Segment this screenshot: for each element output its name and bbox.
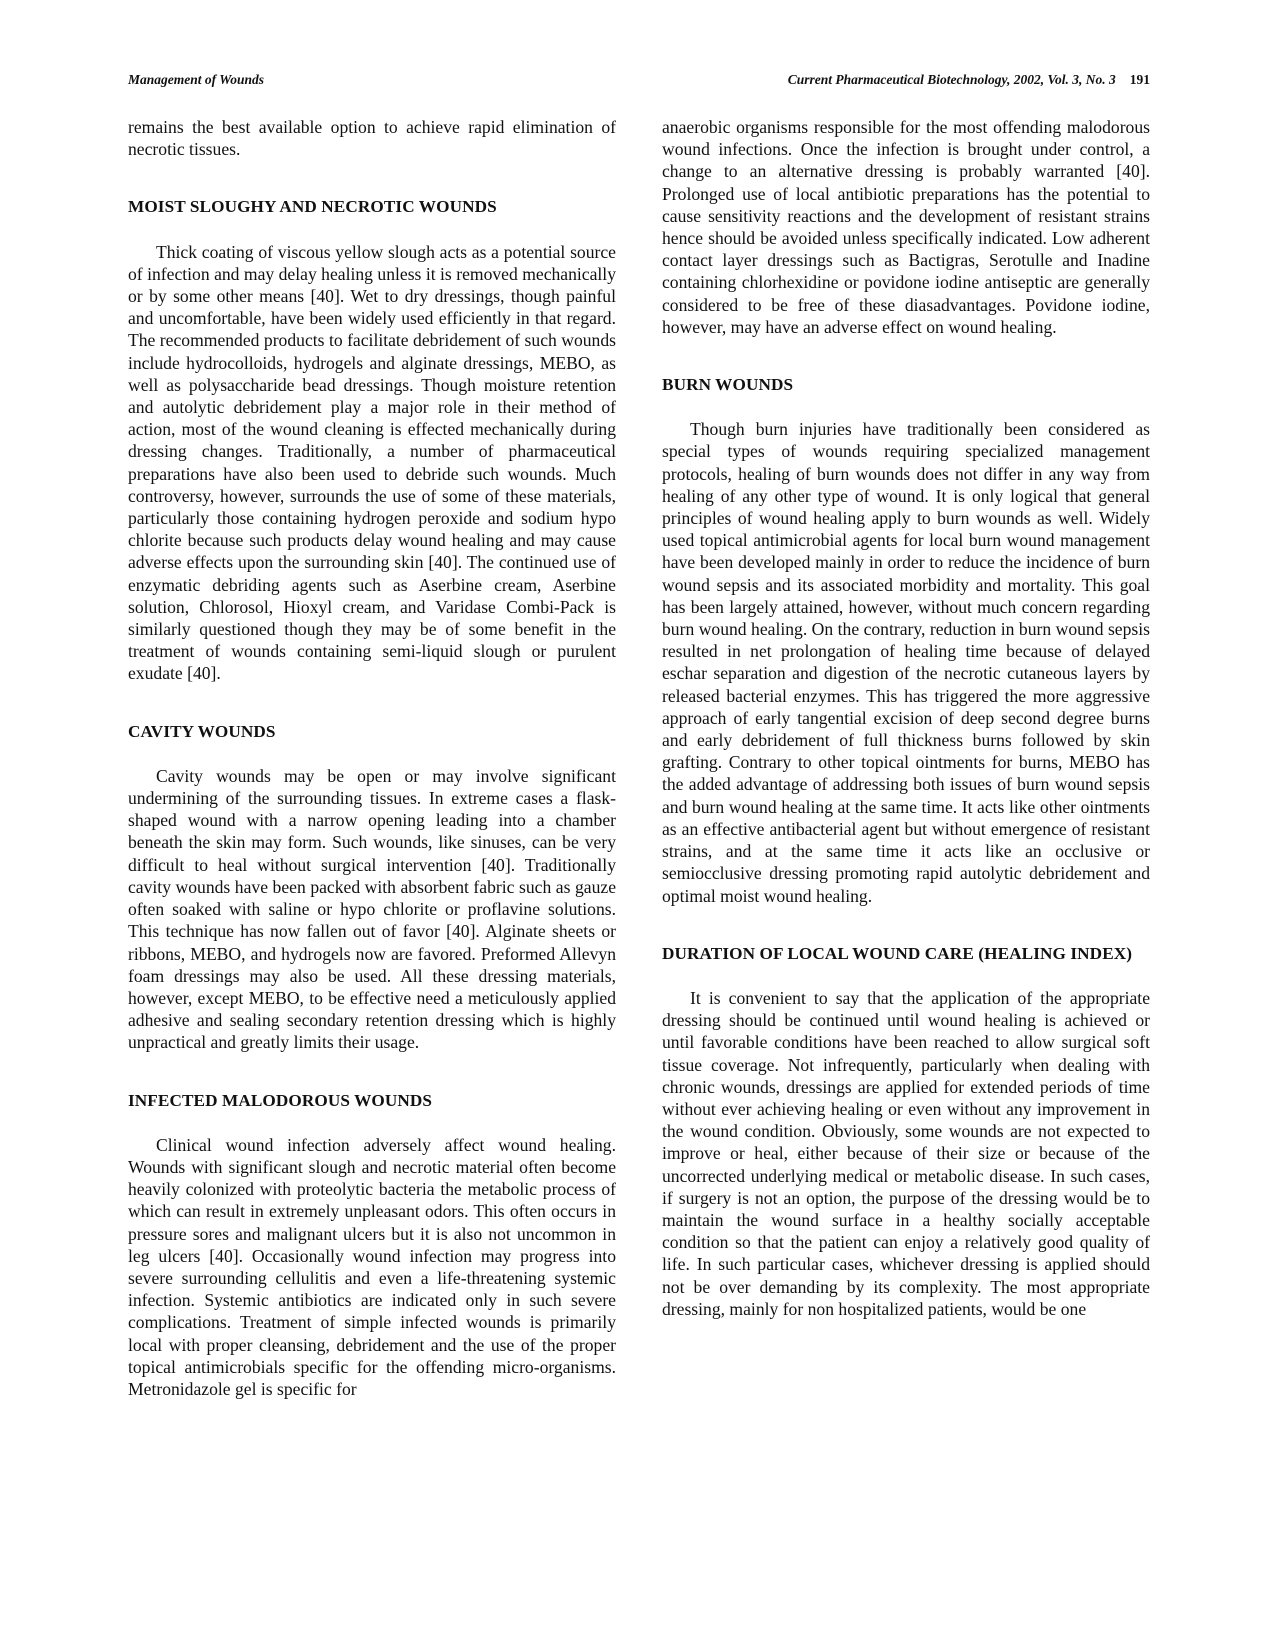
section-heading: INFECTED MALODOROUS WOUNDS <box>128 1090 433 1110</box>
paragraph: anaerobic organisms responsible for the most offending malodorous wound infections. Once the infection is brought under control, a change to an alternative dressing is probably warranted [40]. Prolonged use of local antibiotic preparations has the potential to cause sensitivity reactions and the development of resistant strains hence should be avoided unless specifically indicated. Low adherent contact layer dressings such as Bactigras, Serotulle and Inadine containing chlorhexidine or povidone iodine antiseptic are generally considered to be free of these diasadvantages. Povidone iodine, however, may have an adverse effect on wound healing. <box>662 117 1150 337</box>
journal-citation: Current Pharmaceutical Biotechnology, 2002, Vol. 3, No. 3 <box>787 72 1116 87</box>
left-column <box>128 116 616 1616</box>
paragraph: Clinical wound infection adversely affect wound healing. Wounds with significant slough and necrotic material often become heavily colonized with proteolytic bacteria the metabolic process of which can result in extremely unpleasant odors. This often occurs in pressure sores and malignant ulcers but it is also not uncommon in leg ulcers [40]. Occasionally wound infection may progress into severe surrounding cellulitis and even a life-threatening systemic infection. Systemic antibiotics are indicated only in such severe complications. Treatment of simple infected wounds is primarily local with proper cleansing, debridement and the use of the proper topical antimicrobials specific for the offending micro-organisms. Metronidazole gel is specific for <box>128 1134 616 1399</box>
page-number: 191 <box>1129 72 1150 87</box>
paragraph: Though burn injuries have traditionally been considered as special types of wounds requiring specialized management protocols, healing of burn wounds does not differ in any way from healing of any other type of wound. It is only logical that general principles of wound healing apply to burn wounds as well. Widely used topical antimicrobial agents for local burn wound management have been developed mainly in order to reduce the incidence of burn wound sepsis and its associated morbidity and mortality. This goal has been largely attained, however, without much concern regarding burn wound healing. On the contrary, reduction in burn wound sepsis resulted in net prolongation of healing time because of delayed eschar separation and digestion of the necrotic cutaneous layers by released bacterial enzymes. This has triggered the more aggressive approach of early tangential excision of deep second degree burns and early debridement of full thickness burns followed by skin grafting. Contrary to other topical ointments for burns, MEBO has the added advantage of addressing both issues of burn wound sepsis and burn wound healing at the same time. It acts like other ointments as an effective antibacterial agent but without emergence of resistant strains, and at the same time it acts like an occlusive or semiocclusive dressing promoting rapid autolytic debridement and optimal moist wound healing. <box>662 419 1150 906</box>
section-heading: BURN WOUNDS <box>662 375 794 395</box>
header-short-title: Management of Wounds <box>128 72 265 87</box>
section-heading: CAVITY WOUNDS <box>128 721 276 741</box>
section-heading: MOIST SLOUGHY AND NECROTIC WOUNDS <box>128 197 497 217</box>
section-heading: DURATION OF LOCAL WOUND CARE (HEALING INDEX) <box>662 943 1133 963</box>
paragraph: Thick coating of viscous yellow slough acts as a potential source of infection and may delay healing unless it is removed mechanically or by some other means [40]. Wet to dry dressings, though painful and uncomfortable, have been widely used efficiently in that regard. The recommended products to facilitate debridement of such wounds include hydrocolloids, hydrogels and alginate dressings, MEBO, as well as polysaccharide bead dressings. Though moisture retention and autolytic debridement play a major role in their method of action, most of the wound cleaning is effected mechanically during dressing changes. Traditionally, a number of pharmaceutical preparations have also been used to debride such wounds. Much controversy, however, surrounds the use of some of these materials, particularly those containing hydrogen peroxide and sodium hypo chlorite because such products delay wound healing and may cause adverse effects upon the surrounding skin [40]. The continued use of enzymatic debriding agents such as Aserbine cream, Aserbine solution, Chlorosol, Hioxyl cream, and Varidase Combi-Pack is similarly questioned though they may be of some benefit in the treatment of wounds containing semi-liquid slough or purulent exudate [40]. <box>128 241 616 684</box>
paragraph: remains the best available option to achieve rapid elimination of necrotic tissues. <box>128 117 616 160</box>
paragraph: Cavity wounds may be open or may involve significant undermining of the surrounding tissues. In extreme cases a flask-shaped wound with a narrow opening leading into a chamber beneath the skin may form. Such wounds, like sinuses, can be very difficult to heal without surgical intervention [40]. Traditionally cavity wounds have been packed with absorbent fabric such as gauze often soaked with saline or hypo chlorite or proflavine solutions. This technique has now fallen out of favor [40]. Alginate sheets or ribbons, MEBO, and hydrogels now are favored. Preformed Allevyn foam dressings may also be used. All these dressing materials, however, except MEBO, to be effective need a meticulously applied adhesive and sealing secondary retention dressing which is highly unpractical and greatly limits their usage. <box>128 765 616 1053</box>
header-journal-info <box>788 72 1150 88</box>
right-column <box>662 116 1150 1616</box>
running-header <box>128 72 1150 94</box>
paragraph: It is convenient to say that the application of the appropriate dressing should be continued until wound healing is achieved or until favorable conditions have been reached to allow surgical soft tissue coverage. Not infrequently, particularly when dealing with chronic wounds, dressings are applied for extended periods of time without ever achieving healing or even without any improvement in the wound condition. Obviously, some wounds are not expected to improve or heal, either because of their size or because of the uncorrected underlying medical or metabolic disease. In such cases, if surgery is not an option, the purpose of the dressing would be to maintain the wound surface in a healthy socially acceptable condition so that the patient can enjoy a relatively good quality of life. In such particular cases, whichever dressing is applied should not be over demanding by its complexity. The most appropriate dressing, mainly for non hospitalized patients, would be one <box>662 987 1150 1319</box>
